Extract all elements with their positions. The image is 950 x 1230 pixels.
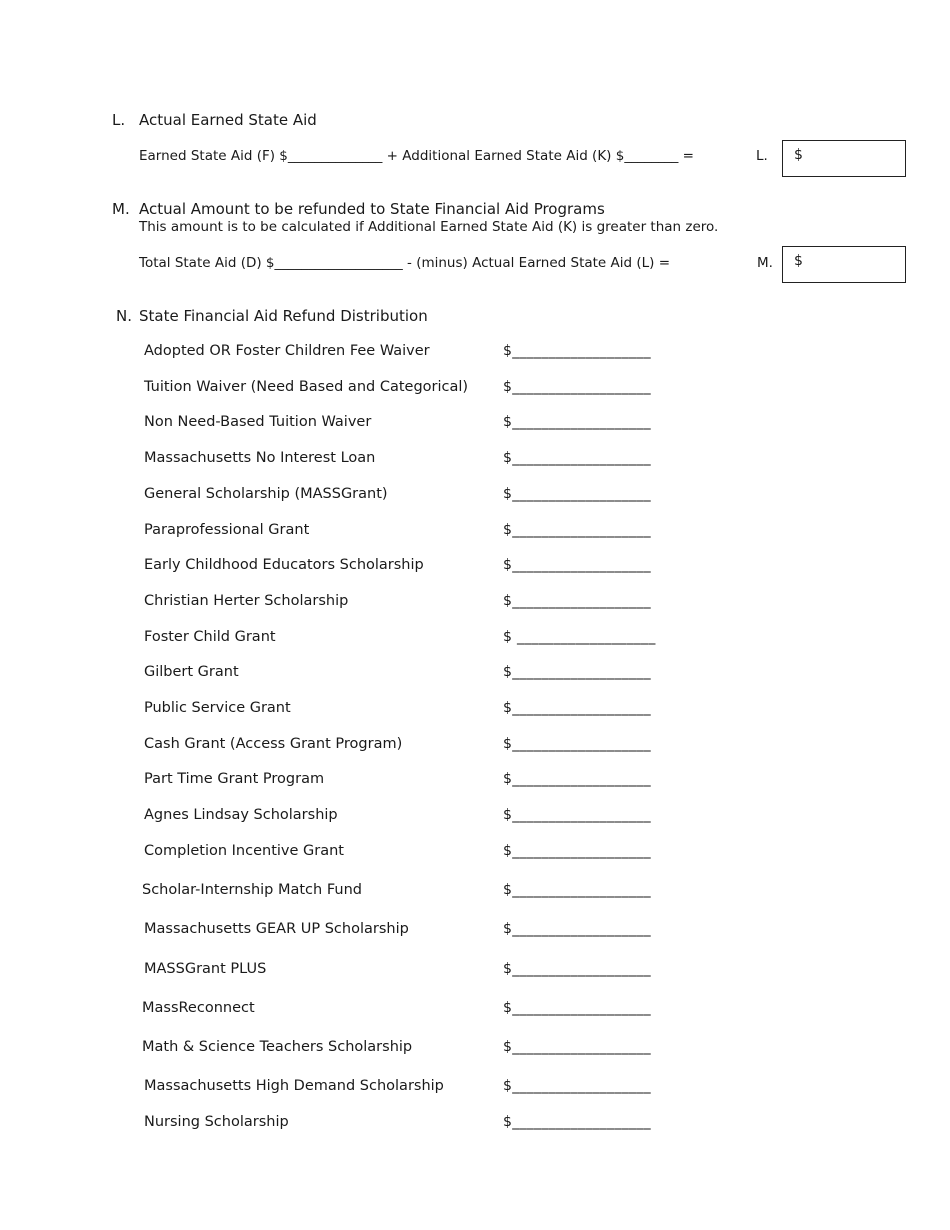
program-amount-field[interactable]: $___________________ xyxy=(503,921,651,937)
program-name: Public Service Grant xyxy=(144,700,291,716)
program-name: MassReconnect xyxy=(142,1000,255,1016)
program-amount-field[interactable]: $___________________ xyxy=(503,1039,651,1055)
program-amount-field[interactable]: $ ___________________ xyxy=(503,629,656,645)
section-m-title: Actual Amount to be refunded to State Financial Aid Programs xyxy=(139,200,605,218)
section-l-title: Actual Earned State Aid xyxy=(139,111,317,129)
section-l-result-label: L. xyxy=(756,148,768,164)
program-name: Adopted OR Foster Children Fee Waiver xyxy=(144,343,430,359)
section-l-box-value: $ xyxy=(794,147,803,163)
program-name: Early Childhood Educators Scholarship xyxy=(144,557,424,573)
program-amount-field[interactable]: $___________________ xyxy=(503,1078,651,1094)
program-name: Scholar-Internship Match Fund xyxy=(142,882,362,898)
program-amount-field[interactable]: $___________________ xyxy=(503,736,651,752)
program-amount-field[interactable]: $___________________ xyxy=(503,486,651,502)
program-amount-field[interactable]: $___________________ xyxy=(503,961,651,977)
section-m-amount-box[interactable] xyxy=(782,246,906,283)
program-name: General Scholarship (MASSGrant) xyxy=(144,486,388,502)
section-m-result-label: M. xyxy=(757,255,773,271)
section-l-amount-box[interactable] xyxy=(782,140,906,177)
program-name: Foster Child Grant xyxy=(144,629,276,645)
program-amount-field[interactable]: $___________________ xyxy=(503,450,651,466)
section-l-equation: Earned State Aid (F) $______________ + Additional Earned State Aid (K) $________ = xyxy=(139,148,694,164)
program-amount-field[interactable]: $___________________ xyxy=(503,1114,651,1130)
section-n-letter: N. xyxy=(116,307,132,325)
program-name: Massachusetts GEAR UP Scholarship xyxy=(144,921,409,937)
program-name: Agnes Lindsay Scholarship xyxy=(144,807,338,823)
program-amount-field[interactable]: $___________________ xyxy=(503,700,651,716)
section-m-equation: Total State Aid (D) $___________________ - (minus) Actual Earned State Aid (L) = xyxy=(139,255,671,271)
program-name: Christian Herter Scholarship xyxy=(144,593,349,609)
section-l-letter: L. xyxy=(112,111,126,129)
program-name: MASSGrant PLUS xyxy=(144,961,267,977)
section-m-note: This amount is to be calculated if Additional Earned State Aid (K) is greater than zero. xyxy=(139,219,719,235)
section-n-title: State Financial Aid Refund Distribution xyxy=(139,307,428,325)
program-amount-field[interactable]: $___________________ xyxy=(503,379,651,395)
program-name: Massachusetts High Demand Scholarship xyxy=(144,1078,444,1094)
program-amount-field[interactable]: $___________________ xyxy=(503,843,651,859)
program-name: Paraprofessional Grant xyxy=(144,522,310,538)
program-name: Math & Science Teachers Scholarship xyxy=(142,1039,413,1055)
program-amount-field[interactable]: $___________________ xyxy=(503,557,651,573)
program-name: Tuition Waiver (Need Based and Categorical) xyxy=(144,379,469,395)
program-amount-field[interactable]: $___________________ xyxy=(503,664,651,680)
program-amount-field[interactable]: $___________________ xyxy=(503,343,651,359)
program-amount-field[interactable]: $___________________ xyxy=(503,771,651,787)
program-amount-field[interactable]: $___________________ xyxy=(503,522,651,538)
program-name: Massachusetts No Interest Loan xyxy=(144,450,376,466)
program-amount-field[interactable]: $___________________ xyxy=(503,1000,651,1016)
program-amount-field[interactable]: $___________________ xyxy=(503,807,651,823)
program-name: Completion Incentive Grant xyxy=(144,843,344,859)
program-name: Non Need-Based Tuition Waiver xyxy=(144,414,372,430)
program-name: Part Time Grant Program xyxy=(144,771,325,787)
program-amount-field[interactable]: $___________________ xyxy=(503,593,651,609)
section-m-box-value: $ xyxy=(794,253,803,269)
program-name: Gilbert Grant xyxy=(144,664,239,680)
program-name: Nursing Scholarship xyxy=(144,1114,289,1130)
program-amount-field[interactable]: $___________________ xyxy=(503,414,651,430)
section-m-letter: M. xyxy=(112,200,130,218)
program-amount-field[interactable]: $___________________ xyxy=(503,882,651,898)
program-name: Cash Grant (Access Grant Program) xyxy=(144,736,403,752)
